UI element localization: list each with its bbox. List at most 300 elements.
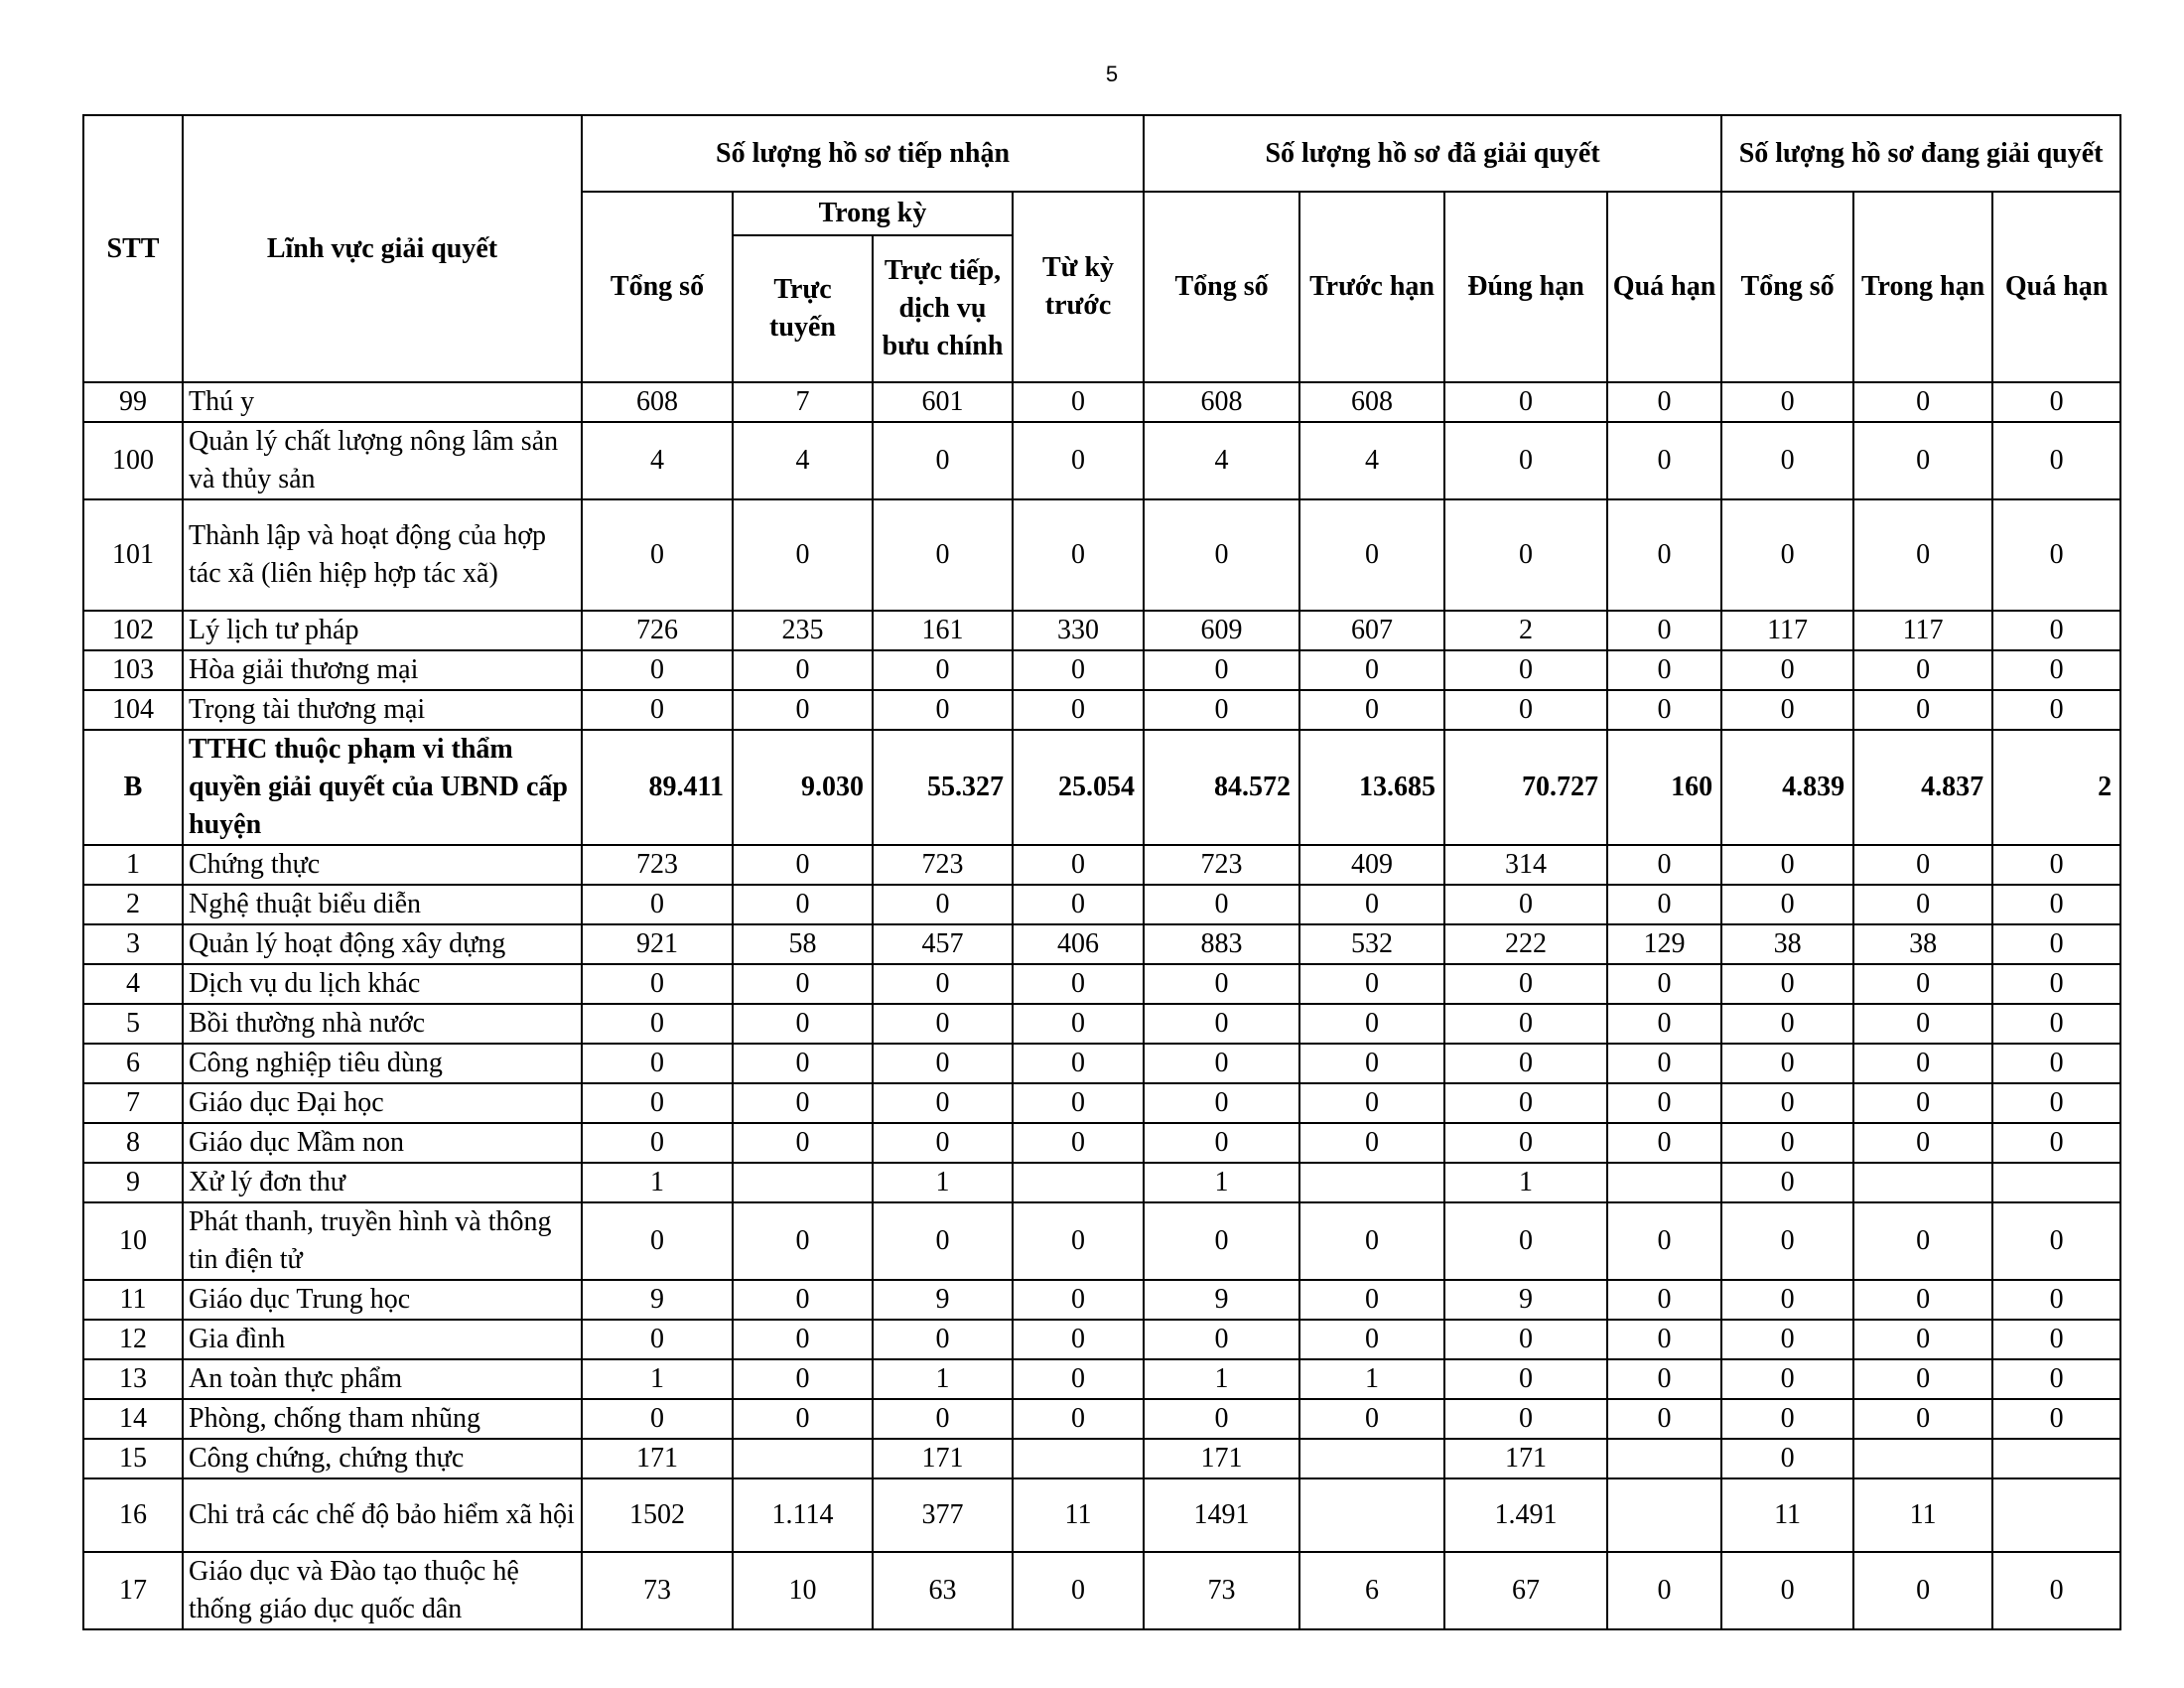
cell-value: 0 — [873, 690, 1013, 730]
cell-value: 0 — [1853, 382, 1992, 422]
cell-stt: 1 — [83, 845, 183, 885]
cell-value: 0 — [1444, 499, 1607, 611]
cell-value: 0 — [1607, 1359, 1721, 1399]
cell-value: 723 — [1144, 845, 1299, 885]
cell-value: 0 — [1013, 964, 1144, 1004]
cell-value: 0 — [1013, 845, 1144, 885]
cell-value: 532 — [1299, 924, 1444, 964]
cell-value: 0 — [1013, 1202, 1144, 1280]
cell-stt: 8 — [83, 1123, 183, 1163]
cell-value: 0 — [733, 1202, 873, 1280]
cell-value: 0 — [1992, 499, 2120, 611]
cell-value: 9 — [1444, 1280, 1607, 1320]
cell-stt: 10 — [83, 1202, 183, 1280]
cell-value: 0 — [1992, 650, 2120, 690]
cell-stt: 100 — [83, 422, 183, 499]
cell-value: 0 — [1299, 1320, 1444, 1359]
cell-value: 0 — [873, 1044, 1013, 1083]
cell-value: 0 — [1721, 422, 1853, 499]
cell-value: 0 — [582, 1123, 733, 1163]
header-resolved-total: Tổng số — [1144, 192, 1299, 382]
cell-value: 0 — [1144, 1320, 1299, 1359]
table-row — [83, 499, 2120, 611]
cell-value: 0 — [1013, 1083, 1144, 1123]
cell-value — [1013, 1439, 1144, 1478]
cell-value: 0 — [1444, 382, 1607, 422]
cell-value: 0 — [1013, 1320, 1144, 1359]
cell-value: 409 — [1299, 845, 1444, 885]
cell-value: 0 — [873, 1320, 1013, 1359]
cell-value: 0 — [1992, 690, 2120, 730]
cell-value: 0 — [1299, 1280, 1444, 1320]
cell-field-name: Công nghiệp tiêu dùng — [183, 1044, 582, 1083]
cell-field-name: Quản lý chất lượng nông lâm sản và thủy sản — [183, 422, 582, 499]
cell-value: 0 — [873, 650, 1013, 690]
cell-value: 0 — [1607, 611, 1721, 650]
cell-value: 377 — [873, 1478, 1013, 1552]
cell-value: 2 — [1444, 611, 1607, 650]
cell-value: 0 — [1144, 650, 1299, 690]
cell-value: 235 — [733, 611, 873, 650]
header-on-time: Đúng hạn — [1444, 192, 1607, 382]
table-row — [83, 1478, 2120, 1552]
cell-value: 457 — [873, 924, 1013, 964]
cell-value — [1853, 1439, 1992, 1478]
cell-value: 0 — [1607, 845, 1721, 885]
cell-value: 117 — [1721, 611, 1853, 650]
cell-value: 0 — [1444, 1044, 1607, 1083]
table-row — [83, 845, 2120, 885]
cell-value: 0 — [1992, 1202, 2120, 1280]
cell-value: 921 — [582, 924, 733, 964]
cell-value: 0 — [1853, 1359, 1992, 1399]
cell-value: 0 — [1144, 1202, 1299, 1280]
header-early: Trước hạn — [1299, 192, 1444, 382]
statistics-table — [82, 114, 2121, 1630]
cell-value: 0 — [1299, 650, 1444, 690]
cell-value: 0 — [1853, 422, 1992, 499]
cell-value: 0 — [873, 499, 1013, 611]
cell-field-name: Trọng tài thương mại — [183, 690, 582, 730]
cell-value: 0 — [1444, 1320, 1607, 1359]
cell-value: 0 — [1144, 1004, 1299, 1044]
cell-value: 117 — [1853, 611, 1992, 650]
cell-value: 0 — [1992, 1280, 2120, 1320]
cell-stt: 102 — [83, 611, 183, 650]
cell-value: 1 — [1444, 1163, 1607, 1202]
cell-value: 89.411 — [582, 730, 733, 845]
cell-stt: 14 — [83, 1399, 183, 1439]
cell-stt: 3 — [83, 924, 183, 964]
table-row — [83, 1202, 2120, 1280]
cell-value: 0 — [1992, 1123, 2120, 1163]
cell-value: 11 — [1853, 1478, 1992, 1552]
header-field: Lĩnh vực giải quyết — [183, 115, 582, 382]
cell-value: 0 — [1607, 1083, 1721, 1123]
cell-stt: 2 — [83, 885, 183, 924]
cell-field-name: Thành lập và hoạt động của hợp tác xã (liên hiệp hợp tác xã) — [183, 499, 582, 611]
cell-value: 0 — [1144, 499, 1299, 611]
cell-value: 0 — [1299, 690, 1444, 730]
cell-value: 0 — [1853, 964, 1992, 1004]
cell-value: 0 — [1013, 1552, 1144, 1629]
cell-stt: 99 — [83, 382, 183, 422]
cell-value: 314 — [1444, 845, 1607, 885]
cell-value: 330 — [1013, 611, 1144, 650]
cell-value: 4.839 — [1721, 730, 1853, 845]
cell-value: 0 — [1992, 1399, 2120, 1439]
cell-value: 0 — [1299, 499, 1444, 611]
cell-value: 11 — [1721, 1478, 1853, 1552]
cell-value: 63 — [873, 1552, 1013, 1629]
cell-value: 0 — [1144, 885, 1299, 924]
cell-value: 38 — [1721, 924, 1853, 964]
cell-value: 0 — [1607, 885, 1721, 924]
cell-value: 0 — [733, 1280, 873, 1320]
cell-value: 0 — [1992, 885, 2120, 924]
cell-value: 723 — [873, 845, 1013, 885]
cell-stt: 4 — [83, 964, 183, 1004]
cell-value: 222 — [1444, 924, 1607, 964]
cell-value: 0 — [1721, 1359, 1853, 1399]
cell-field-name: Chứng thực — [183, 845, 582, 885]
cell-value: 0 — [1013, 1399, 1144, 1439]
cell-value: 0 — [1607, 690, 1721, 730]
cell-value: 73 — [1144, 1552, 1299, 1629]
cell-value: 1.491 — [1444, 1478, 1607, 1552]
table-row — [83, 650, 2120, 690]
table-row — [83, 885, 2120, 924]
cell-value: 0 — [1992, 382, 2120, 422]
cell-value: 0 — [1299, 1399, 1444, 1439]
cell-value — [1992, 1439, 2120, 1478]
cell-value: 609 — [1144, 611, 1299, 650]
cell-value: 4 — [733, 422, 873, 499]
cell-field-name: Quản lý hoạt động xây dựng — [183, 924, 582, 964]
table-row — [83, 964, 2120, 1004]
cell-value: 0 — [1607, 1123, 1721, 1163]
cell-value: 0 — [873, 964, 1013, 1004]
cell-value — [1992, 1163, 2120, 1202]
cell-stt: 16 — [83, 1478, 183, 1552]
cell-value: 0 — [1607, 964, 1721, 1004]
cell-value — [1299, 1163, 1444, 1202]
cell-value: 0 — [1992, 845, 2120, 885]
cell-value: 0 — [1444, 964, 1607, 1004]
cell-stt: 6 — [83, 1044, 183, 1083]
cell-value: 0 — [1444, 1083, 1607, 1123]
cell-value: 4 — [582, 422, 733, 499]
cell-value: 38 — [1853, 924, 1992, 964]
cell-value: 0 — [1853, 845, 1992, 885]
cell-value — [1607, 1163, 1721, 1202]
cell-value: 0 — [733, 1123, 873, 1163]
cell-value: 0 — [1721, 1123, 1853, 1163]
cell-stt: 103 — [83, 650, 183, 690]
cell-value: 0 — [733, 650, 873, 690]
cell-value: 0 — [1721, 690, 1853, 730]
cell-value: 0 — [582, 690, 733, 730]
cell-value: 0 — [1992, 1552, 2120, 1629]
cell-value: 0 — [1144, 1083, 1299, 1123]
table-row — [83, 1552, 2120, 1629]
cell-value: 0 — [1853, 1552, 1992, 1629]
cell-field-name: Giáo dục và Đào tạo thuộc hệ thống giáo dục quốc dân — [183, 1552, 582, 1629]
cell-value: 0 — [1853, 1202, 1992, 1280]
cell-value: 0 — [1721, 1280, 1853, 1320]
cell-stt: 12 — [83, 1320, 183, 1359]
cell-value: 0 — [1607, 1202, 1721, 1280]
cell-value: 0 — [1444, 1359, 1607, 1399]
cell-value — [1607, 1439, 1721, 1478]
cell-field-name: Thú y — [183, 382, 582, 422]
cell-value: 0 — [1721, 885, 1853, 924]
table-row — [83, 1163, 2120, 1202]
cell-value: 0 — [1444, 1202, 1607, 1280]
header-pending-overdue: Quá hạn — [1992, 192, 2120, 382]
cell-value: 0 — [1853, 1044, 1992, 1083]
cell-value: 0 — [1299, 1004, 1444, 1044]
cell-value: 0 — [1992, 422, 2120, 499]
cell-value: 0 — [1992, 1320, 2120, 1359]
cell-value: 0 — [582, 1083, 733, 1123]
cell-field-name: Xử lý đơn thư — [183, 1163, 582, 1202]
cell-value: 0 — [582, 650, 733, 690]
table-row — [83, 1280, 2120, 1320]
cell-value: 1 — [873, 1359, 1013, 1399]
cell-value: 0 — [1299, 964, 1444, 1004]
cell-value — [1607, 1478, 1721, 1552]
cell-value: 0 — [733, 1359, 873, 1399]
cell-value: 171 — [873, 1439, 1013, 1478]
cell-field-name: Bồi thường nhà nước — [183, 1004, 582, 1044]
cell-value: 0 — [1444, 422, 1607, 499]
cell-value: 0 — [1444, 1399, 1607, 1439]
cell-value: 0 — [1721, 1044, 1853, 1083]
cell-value: 9 — [1144, 1280, 1299, 1320]
cell-value: 0 — [1607, 1004, 1721, 1044]
cell-value: 1502 — [582, 1478, 733, 1552]
cell-value: 0 — [1721, 1552, 1853, 1629]
cell-value: 607 — [1299, 611, 1444, 650]
cell-field-name: An toàn thực phẩm — [183, 1359, 582, 1399]
cell-value: 0 — [1992, 611, 2120, 650]
cell-value: 608 — [582, 382, 733, 422]
cell-stt: 15 — [83, 1439, 183, 1478]
cell-value — [1992, 1478, 2120, 1552]
cell-value: 55.327 — [873, 730, 1013, 845]
cell-value: 7 — [733, 382, 873, 422]
cell-value: 0 — [873, 1123, 1013, 1163]
cell-value: 129 — [1607, 924, 1721, 964]
cell-value: 0 — [1721, 1399, 1853, 1439]
cell-value: 0 — [1721, 499, 1853, 611]
cell-stt: B — [83, 730, 183, 845]
cell-value: 0 — [1013, 499, 1144, 611]
table-row — [83, 1439, 2120, 1478]
header-resolved-group: Số lượng hồ sơ đã giải quyết — [1144, 115, 1721, 192]
cell-value: 0 — [1607, 422, 1721, 499]
header-online: Trực tuyến — [733, 235, 873, 382]
table-row — [83, 422, 2120, 499]
table-row — [83, 1083, 2120, 1123]
cell-value: 25.054 — [1013, 730, 1144, 845]
cell-value: 0 — [1013, 690, 1144, 730]
cell-value: 171 — [582, 1439, 733, 1478]
cell-value: 0 — [1144, 964, 1299, 1004]
cell-value: 0 — [1013, 1044, 1144, 1083]
cell-value: 0 — [1853, 1083, 1992, 1123]
cell-value: 723 — [582, 845, 733, 885]
cell-value: 608 — [1144, 382, 1299, 422]
cell-value: 9 — [582, 1280, 733, 1320]
cell-value: 601 — [873, 382, 1013, 422]
table-body — [83, 382, 2120, 1629]
page-number: 5 — [1105, 62, 1119, 86]
header-overdue: Quá hạn — [1607, 192, 1721, 382]
cell-value: 67 — [1444, 1552, 1607, 1629]
table-row — [83, 1320, 2120, 1359]
table-row — [83, 730, 2120, 845]
cell-value: 0 — [1299, 1083, 1444, 1123]
cell-value — [1853, 1163, 1992, 1202]
cell-value: 0 — [1607, 1399, 1721, 1439]
cell-value: 0 — [733, 1320, 873, 1359]
cell-value: 0 — [1721, 964, 1853, 1004]
cell-value: 1.114 — [733, 1478, 873, 1552]
table-row — [83, 1044, 2120, 1083]
cell-value: 0 — [1721, 1163, 1853, 1202]
table-row — [83, 924, 2120, 964]
header-previous: Từ kỳ trước — [1013, 192, 1144, 382]
cell-value: 0 — [733, 845, 873, 885]
cell-field-name: Giáo dục Trung học — [183, 1280, 582, 1320]
cell-value: 4 — [1299, 422, 1444, 499]
cell-value: 0 — [1992, 1083, 2120, 1123]
cell-value: 0 — [1299, 1044, 1444, 1083]
cell-field-name: Giáo dục Đại học — [183, 1083, 582, 1123]
cell-value: 0 — [1853, 650, 1992, 690]
cell-value: 0 — [873, 1083, 1013, 1123]
cell-field-name: Hòa giải thương mại — [183, 650, 582, 690]
cell-value: 9.030 — [733, 730, 873, 845]
cell-value: 161 — [873, 611, 1013, 650]
cell-value — [733, 1163, 873, 1202]
cell-value: 608 — [1299, 382, 1444, 422]
cell-value: 1 — [873, 1163, 1013, 1202]
cell-value: 0 — [1607, 1280, 1721, 1320]
cell-value: 0 — [1013, 650, 1144, 690]
cell-value: 1 — [1144, 1163, 1299, 1202]
cell-field-name: Giáo dục Mầm non — [183, 1123, 582, 1163]
cell-value: 0 — [1721, 1004, 1853, 1044]
cell-stt: 17 — [83, 1552, 183, 1629]
cell-value: 0 — [1721, 1083, 1853, 1123]
cell-value: 0 — [1721, 845, 1853, 885]
cell-value: 6 — [1299, 1552, 1444, 1629]
cell-value: 0 — [1013, 1004, 1144, 1044]
cell-value: 883 — [1144, 924, 1299, 964]
table-row — [83, 382, 2120, 422]
cell-value — [1299, 1478, 1444, 1552]
cell-value: 0 — [1721, 1320, 1853, 1359]
cell-stt: 5 — [83, 1004, 183, 1044]
cell-value: 160 — [1607, 730, 1721, 845]
cell-value: 0 — [1299, 885, 1444, 924]
cell-value: 0 — [1013, 382, 1144, 422]
cell-field-name: Chi trả các chế độ bảo hiểm xã hội — [183, 1478, 582, 1552]
cell-value: 0 — [1013, 422, 1144, 499]
cell-value: 0 — [1853, 690, 1992, 730]
cell-value: 0 — [1721, 1202, 1853, 1280]
cell-field-name: Lý lịch tư pháp — [183, 611, 582, 650]
cell-value: 0 — [1144, 690, 1299, 730]
cell-value: 70.727 — [1444, 730, 1607, 845]
cell-value: 0 — [582, 1044, 733, 1083]
cell-value — [733, 1439, 873, 1478]
header-in-period: Trong kỳ — [733, 192, 1013, 235]
header-pending-group: Số lượng hồ sơ đang giải quyết — [1721, 115, 2120, 192]
cell-value: 0 — [1607, 1044, 1721, 1083]
cell-value: 13.685 — [1299, 730, 1444, 845]
cell-value: 1491 — [1144, 1478, 1299, 1552]
cell-field-name: Dịch vụ du lịch khác — [183, 964, 582, 1004]
cell-value: 0 — [1853, 1123, 1992, 1163]
cell-value: 58 — [733, 924, 873, 964]
cell-value: 0 — [733, 1399, 873, 1439]
table-row — [83, 1359, 2120, 1399]
cell-value: 0 — [1992, 1359, 2120, 1399]
cell-value: 0 — [733, 499, 873, 611]
cell-value: 0 — [1853, 1399, 1992, 1439]
cell-field-name: Nghệ thuật biểu diễn — [183, 885, 582, 924]
cell-value: 0 — [1853, 885, 1992, 924]
cell-value: 0 — [582, 1004, 733, 1044]
cell-value: 0 — [1992, 964, 2120, 1004]
cell-field-name: Phát thanh, truyền hình và thông tin điện tử — [183, 1202, 582, 1280]
cell-field-name: Phòng, chống tham nhũng — [183, 1399, 582, 1439]
cell-field-name: TTHC thuộc phạm vi thẩm quyền giải quyết của UBND cấp huyện — [183, 730, 582, 845]
cell-value: 0 — [873, 1202, 1013, 1280]
table-row — [83, 1399, 2120, 1439]
cell-value: 0 — [1013, 1359, 1144, 1399]
cell-value: 0 — [1992, 1004, 2120, 1044]
cell-value: 0 — [1607, 1552, 1721, 1629]
cell-value: 0 — [733, 885, 873, 924]
cell-value: 0 — [1144, 1399, 1299, 1439]
cell-value — [1013, 1163, 1144, 1202]
cell-value: 1 — [1144, 1359, 1299, 1399]
header-pending-total: Tổng số — [1721, 192, 1853, 382]
cell-value: 171 — [1144, 1439, 1299, 1478]
cell-field-name: Gia đình — [183, 1320, 582, 1359]
table-row — [83, 690, 2120, 730]
cell-value: 1 — [582, 1359, 733, 1399]
cell-value: 0 — [1013, 1280, 1144, 1320]
header-direct: Trực tiếp, dịch vụ bưu chính — [873, 235, 1013, 382]
cell-value: 0 — [733, 1044, 873, 1083]
header-within-deadline: Trong hạn — [1853, 192, 1992, 382]
header-received-total: Tổng số — [582, 192, 733, 382]
cell-value: 0 — [1853, 1280, 1992, 1320]
cell-value: 0 — [1299, 1123, 1444, 1163]
cell-value: 0 — [733, 964, 873, 1004]
cell-value: 0 — [582, 1399, 733, 1439]
cell-field-name: Công chứng, chứng thực — [183, 1439, 582, 1478]
table-row — [83, 611, 2120, 650]
cell-value: 9 — [873, 1280, 1013, 1320]
cell-value: 11 — [1013, 1478, 1144, 1552]
